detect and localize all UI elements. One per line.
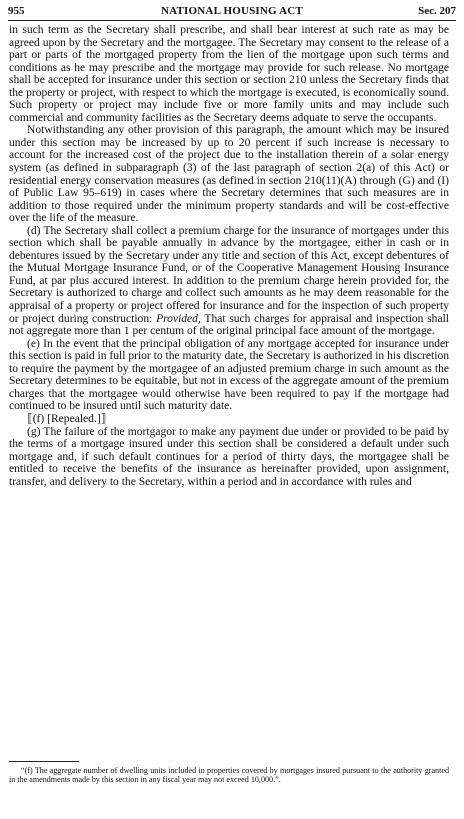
- footnote-rule: [9, 761, 79, 762]
- header-rule: [8, 20, 456, 21]
- act-title: NATIONAL HOUSING ACT: [161, 5, 303, 17]
- section-number: Sec. 207: [418, 5, 456, 17]
- paragraph-notwithstanding: Notwithstanding any other provision of this paragraph, the amount which may be insured under this section may be increased by up to 20 percent if such increase is necessary to account for the increased cost of the project due to the installation therein of a solar energy system (as defined in subparagraph (3) of the last paragraph of section 2(a) of this Act) or residential energy conservation measures (as defined in section 210(11)(A) through (G) and (I) of Public Law 95–619) in cases where the Secretary determines that such measures are in addition to those required under the minimum property standards and will be cost-effective over the life of the measure.: [9, 124, 449, 225]
- statute-body: [9, 24, 449, 488]
- footnote-text: “(f) The aggregate number of dwelling units included in properties covered by mortgages insured pursuant to the authority granted in the amendments made by this section in any fiscal year may not exceed 10,000.”.: [9, 766, 449, 785]
- page-number: 955: [8, 5, 25, 17]
- paragraph-g: (g) The failure of the mortgagor to make any payment due under or provided to be paid by the terms of a mortgage insured under this section shall be considered a default under such mortgage and, if such default continues for a period of thirty days, the mortgagee shall be entitled to receive the benefits of the insurance as hereinafter provided, upon assignment, transfer, and delivery to the Secretary, within a period and in accordance with rules and: [9, 425, 449, 488]
- paragraph-f-repealed: ⟦(f) [Repealed.]⟧: [27, 412, 107, 425]
- running-header: [8, 5, 456, 19]
- paragraph-e: (e) In the event that the principal obligation of any mortgage accepted for insurance under this section is paid in full prior to the maturity date, the Secretary is authorized in his discretion to require the payment by the mortgagee of an adjusted premium charge in such amount as the Secretary determines to be equitable, but not in excess of the aggregate amount of the premium charges that the mortgagee would otherwise have been required to pay if the mortgage had continued to be insured until such maturity date.: [9, 337, 449, 413]
- paragraph-d-text: (d) The Secretary shall collect a premium charge for the insurance of mortgages under this section which shall be payable annually in advance by the mortgagee, either in cash or in debentures issued by the Secretary under any title and section of this Act, except debentures of the Mutual Mortgage Insurance Fund, or of the Cooperative Management Housing Insurance Fund, at par plus accured interest. In addition to the premium charge herein provided for, the Secretary is authorized to charge and collect such amounts as he may deem reasonable for the appraisal of a property or project offered for insurance and for the inspection of such property or project during construction:: [9, 224, 449, 325]
- footnote: [9, 766, 449, 784]
- paragraph-d: [9, 225, 449, 338]
- paragraph-d-proviso: That such charges for appraisal and inspection shall not aggregate more than 1 per centum of the original principal face amount of the mortgage.: [9, 312, 449, 338]
- provided-term: Provided,: [156, 312, 201, 325]
- paragraph-continuation: in such term as the Secretary shall prescribe, and shall bear interest at such rate as may be agreed upon by the Secretary and the mortgagee. The Secretary may consent to the release of a part or parts of the mortgaged property from the lien of the mortgage upon such terms and conditions as he may prescribe and the mortgage may provide for such release. No mortgage shall be accepted for insurance under this section or section 210 unless the Secretary finds that the property or project, with respect to which the mortgage is executed, is economically sound. Such property or project may include five or more family units and may include such commercial and community facilities as the Secretary deems adquate to serve the occupants.: [9, 24, 449, 124]
